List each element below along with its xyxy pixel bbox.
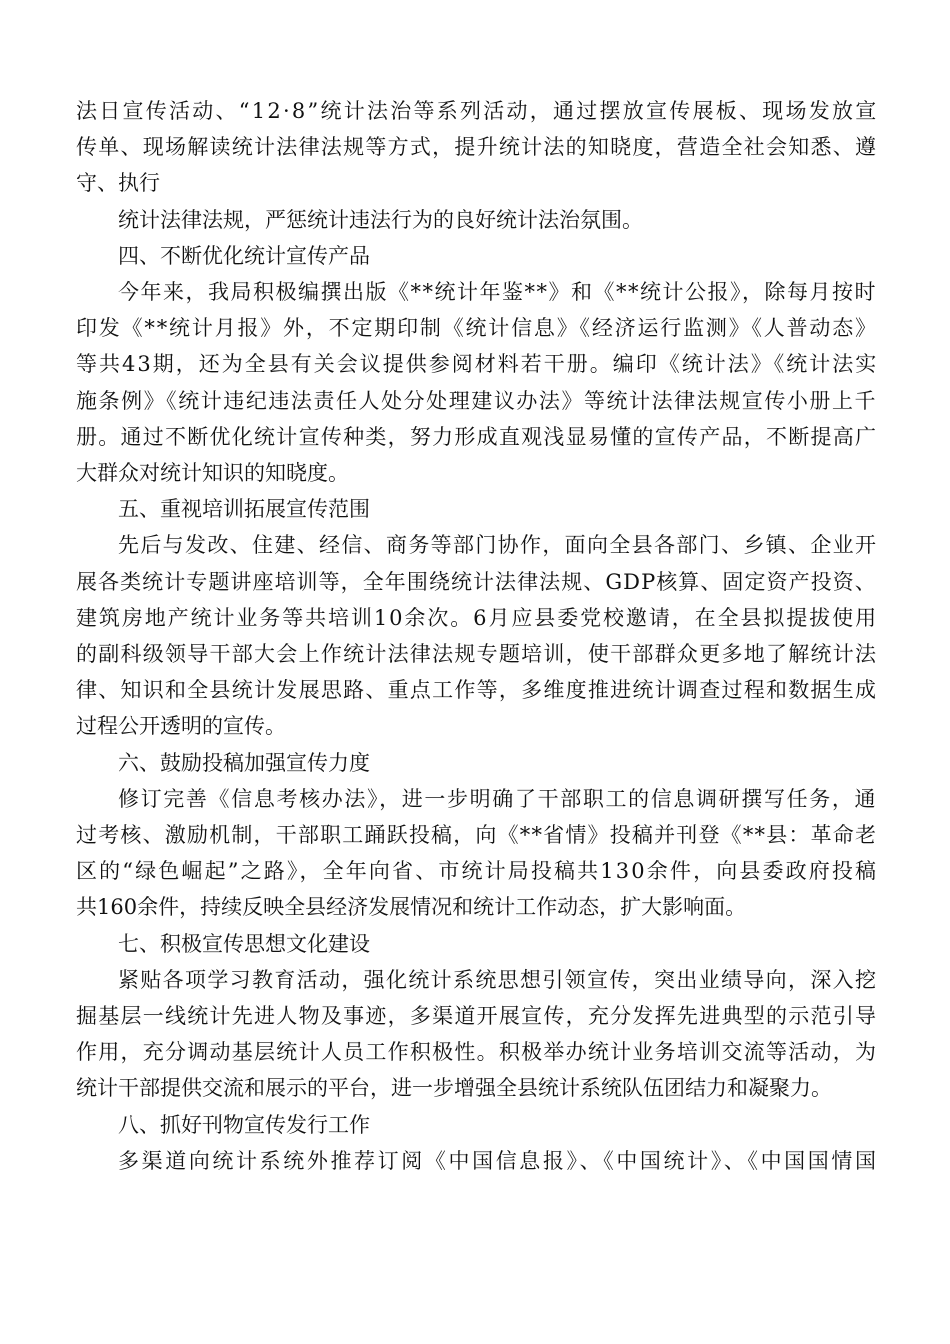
text-line: 多渠道向统计系统外推荐订阅《中国信息报》、《中国统计》、《中国国情国 xyxy=(118,1148,879,1173)
text-line: 大群众对统计知识的知晓度。 xyxy=(76,461,349,486)
text-line: 紧贴各项学习教育活动，强化统计系统思想引领宣传，突出业绩导向，深入挖 xyxy=(118,967,878,992)
paragraph xyxy=(76,274,879,491)
section-heading xyxy=(76,926,876,962)
paragraph xyxy=(76,1143,879,1179)
paragraph xyxy=(76,781,879,926)
section-heading xyxy=(76,491,876,527)
text-line: 印发《**统计月报》外，不定期印制《统计信息》《经济运行监测》《人普动态》 xyxy=(76,316,878,341)
paragraph xyxy=(76,202,876,238)
section-heading xyxy=(76,238,876,274)
text-line: 先后与发改、住建、经信、商务等部门协作，面向全县各部门、乡镇、企业开 xyxy=(118,533,878,558)
section-heading xyxy=(76,1107,876,1143)
text-line: 律、知识和全县统计发展思路、重点工作等，多维度推进统计调查过程和数据生成 xyxy=(76,678,878,703)
text-line: 过考核、激励机制，干部职工踊跃投稿，向《**省情》投稿并刊登《**县：革命老 xyxy=(76,823,878,848)
text-line: 展各类统计专题讲座培训等，全年围绕统计法律法规、GDP核算、固定资产投资、 xyxy=(76,569,877,594)
text-line: 掘基层一线统计先进人物及事迹，多渠道开展宣传，充分发挥先进典型的示范引导 xyxy=(76,1004,878,1029)
section-heading xyxy=(76,745,876,781)
text-line: 等共43期，还为全县有关会议提供参阅材料若干册。编印《统计法》《统计法实 xyxy=(76,352,879,377)
text-line: 区的“绿色崛起”之路》，全年向省、市统计局投稿共130余件，向县委政府投稿 xyxy=(76,859,879,884)
heading-text: 七、积极宣传思想文化建设 xyxy=(118,931,370,956)
heading-text: 五、重视培训拓展宣传范围 xyxy=(118,497,370,522)
paragraph xyxy=(76,93,879,202)
heading-text: 八、抓好刊物宣传发行工作 xyxy=(118,1112,370,1137)
paragraph xyxy=(76,527,876,744)
text-line: 册。通过不断优化统计宣传种类，努力形成直观浅显易懂的宣传产品，不断提高广 xyxy=(76,424,878,449)
text-line: 作用，充分调动基层统计人员工作积极性。积极举办统计业务培训交流等活动，为 xyxy=(76,1040,878,1065)
text-line: 统计法律法规，严惩统计违法行为的良好统计法治氛围。 xyxy=(118,207,643,232)
text-line: 修订完善《信息考核办法》，进一步明确了干部职工的信息调研撰写任务，通 xyxy=(118,786,878,811)
paragraph xyxy=(76,962,876,1107)
document-page xyxy=(76,93,879,1179)
text-line: 施条例》《统计违纪违法责任人处分处理建议办法》等统计法律法规宣传小册上千 xyxy=(76,388,878,413)
heading-text: 四、不断优化统计宣传产品 xyxy=(118,243,370,268)
text-line: 的副科级领导干部大会上作统计法律法规专题培训，使干部群众更多地了解统计法 xyxy=(76,642,878,667)
text-line: 建筑房地产统计业务等共培训10余次。6月应县委党校邀请，在全县拟提拔使用 xyxy=(76,605,878,630)
text-line: 法日宣传活动、“12·8”统计法治等系列活动，通过摆放宣传展板、现场发放宣 xyxy=(76,99,879,123)
text-line: 守、执行 xyxy=(76,171,160,196)
heading-text: 六、鼓励投稿加强宣传力度 xyxy=(118,750,370,775)
text-line: 共160余件，持续反映全县经济发展情况和统计工作动态，扩大影响面。 xyxy=(76,895,747,920)
text-line: 统计干部提供交流和展示的平台，进一步增强全县统计系统队伍团结力和凝聚力。 xyxy=(76,1076,832,1101)
text-line: 过程公开透明的宣传。 xyxy=(76,714,286,739)
text-line: 今年来，我局积极编撰出版《**统计年鉴**》和《**统计公报》，除每月按时 xyxy=(118,280,877,305)
text-line: 传单、现场解读统计法律法规等方式，提升统计法的知晓度，营造全社会知悉、遵 xyxy=(76,135,878,160)
